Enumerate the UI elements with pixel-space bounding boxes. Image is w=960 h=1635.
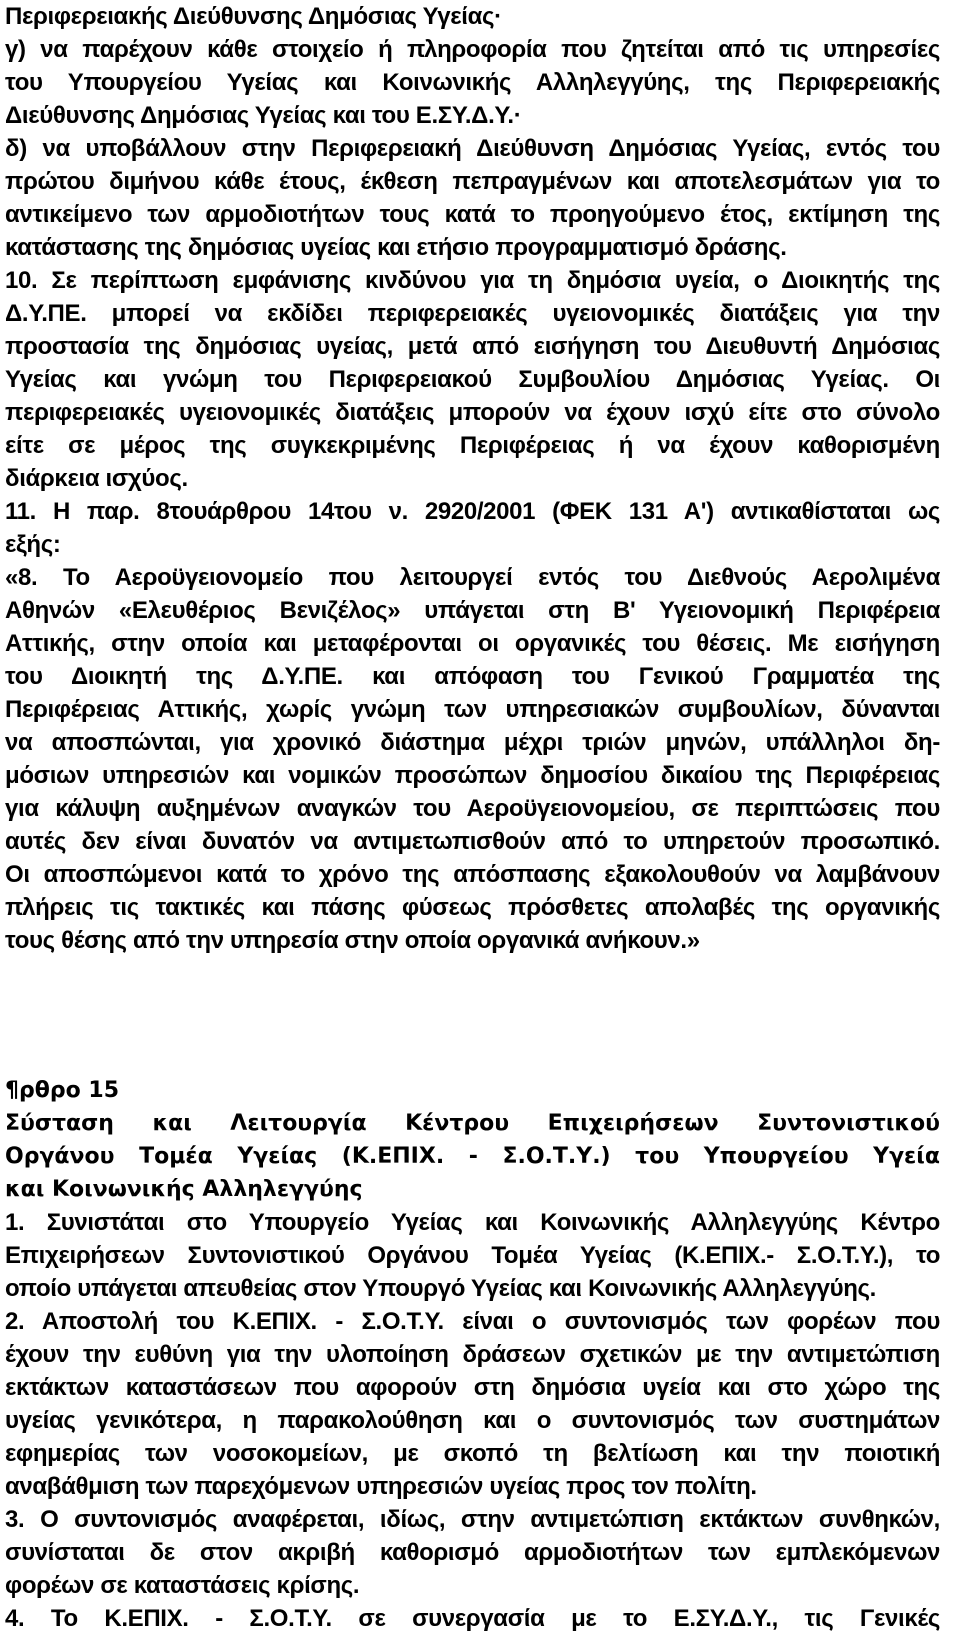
text-line: προστασία της δημόσιας υγείας, μετά από εισήγηση του Διευθυντή Δημόσιας [5, 333, 940, 360]
text-line: δ) να υποβάλλουν στην Περιφερειακή Διεύθυνση Δημόσιας Υγείας, εντός του [5, 135, 940, 162]
text-line: υγείας γενικότερα, η παρακολούθηση και ο συντονισμός των συστημάτων [5, 1407, 940, 1434]
text-line: έχουν την ευθύνη για την υλοποίηση δράσεων σχετικών με την αντιμετώπιση [5, 1341, 940, 1368]
text-line: Δ.Υ.ΠΕ. μπορεί να εκδίδει περιφερειακές υγειονομικές διατάξεις για την [5, 300, 940, 327]
text-line: τους θέσης από την υπηρεσία στην οποία οργανικά ανήκουν.» [5, 927, 700, 954]
text-line: «8. Το Αεροϋγειονομείο που λειτουργεί εντός του Διεθνούς Αερολιμένα [5, 564, 940, 591]
body-text-top [5, 0, 940, 957]
document-page [5, 0, 940, 1635]
text-line: 2. Αποστολή του Κ.ΕΠΙΧ. - Σ.Ο.Τ.Υ. είναι ο συντονισμός των φορέων που [5, 1308, 940, 1335]
text-line: είτε σε μέρος της συγκεκριμένης Περιφέρειας ή να έχουν καθορισμένη [5, 432, 940, 459]
text-line: διάρκεια ισχύος. [5, 465, 188, 492]
text-line: οποίο υπάγεται απευθείας στον Υπουργό Υγείας και Κοινωνικής Αλληλεγγύης. [5, 1275, 876, 1302]
text-line: εξής: [5, 531, 61, 558]
text-line: Περιφέρειας Αττικής, χωρίς γνώμη των υπηρεσιακών συμβουλίων, δύνανται [5, 696, 940, 723]
text-line: αναβάθμιση των παρεχόμενων υπηρεσιών υγείας προς τον πολίτη. [5, 1473, 757, 1500]
text-line: Διεύθυνσης Δημόσιας Υγείας και του Ε.ΣΥ.Δ.Υ.· [5, 102, 522, 129]
text-line: αντικείμενο των αρμοδιοτήτων τους κατά το προηγούμενο έτος, εκτίμηση της [5, 201, 940, 228]
text-line: Αττικής, στην οποία και μεταφέρονται οι οργανικές του θέσεις. Με εισήγηση [5, 630, 940, 657]
text-line: 10. Σε περίπτωση εμφάνισης κινδύνου για τη δημόσια υγεία, ο Διοικητής της [5, 267, 940, 294]
text-line: φορέων σε καταστάσεις κρίσης. [5, 1572, 360, 1599]
article-title [5, 1107, 940, 1206]
text-line: του Διοικητή της Δ.Υ.ΠΕ. και απόφαση του Γενικού Γραμματέα της [5, 663, 940, 690]
text-line: του Υπουργείου Υγείας και Κοινωνικής Αλληλεγγύης, της Περιφερειακής [5, 69, 940, 96]
text-line: 4. Το Κ.ΕΠΙΧ. - Σ.Ο.Τ.Υ. σε συνεργασία με το Ε.ΣΥ.Δ.Υ., τις Γενικές [5, 1605, 940, 1632]
text-line: 3. Ο συντονισμός αναφέρεται, ιδίως, στην αντιμετώπιση εκτάκτων συνθηκών, [5, 1506, 940, 1533]
text-line: 11. Η παρ. 8τουάρθρου 14του ν. 2920/2001 (ΦΕΚ 131 Α') αντικαθίσταται ως [5, 498, 940, 525]
article-number-text: ρθρο 15 [19, 1078, 119, 1103]
text-line: Αθηνών «Ελευθέριος Βενιζέλος» υπάγεται στη Β' Υγειονομική Περιφέρεια [5, 597, 940, 624]
text-line: Περιφερειακής Διεύθυνσης Δημόσιας Υγείας· [5, 3, 502, 30]
text-line: περιφερειακές υγειονομικές διατάξεις μπορούν να έχουν ισχύ είτε στο σύνολο [5, 399, 940, 426]
text-line: Υγείας και γνώμη του Περιφερειακού Συμβουλίου Δημόσιας Υγείας. Οι [5, 366, 940, 393]
article-title-line: Οργάνου Τομέα Υγείας (Κ.ΕΠΙΧ. - Σ.Ο.Τ.Υ.) του Υπουργείου Υγεία [5, 1144, 940, 1169]
text-line: εκτάκτων καταστάσεων που αφορούν στη δημόσια υγεία και στο χώρο της [5, 1374, 940, 1401]
text-line: πλήρεις τις τακτικές και πάσης φύσεως πρόσθετες απολαβές της οργανικής [5, 894, 940, 921]
text-line: να αποσπώνται, για χρονικό διάστημα μέχρι τριών μηνών, υπάλληλοι δη- [5, 729, 940, 756]
article-title-line: και Κοινωνικής Αλληλεγγύης [5, 1177, 363, 1202]
text-line: για κάλυψη αυξημένων αναγκών του Αεροϋγειονομείου, σε περιπτώσεις που [5, 795, 940, 822]
text-line: εφημερίας των νοσοκομείων, με σκοπό τη βελτίωση και την ποιοτική [5, 1440, 940, 1467]
text-line: Επιχειρήσεων Συντονιστικού Οργάνου Τομέα Υγείας (Κ.ΕΠΙΧ.- Σ.Ο.Τ.Υ.), το [5, 1242, 940, 1269]
article-heading [5, 1074, 940, 1206]
text-line: μόσιων υπηρεσιών και νομικών προσώπων δημοσίου δικαίου της Περιφέρειας [5, 762, 940, 789]
text-line: Οι αποσπώμενοι κατά το χρόνο της απόσπασης εξακολουθούν να λαμβάνουν [5, 861, 940, 888]
text-line: πρώτου διμήνου κάθε έτους, έκθεση πεπραγμένων και αποτελεσμάτων για το [5, 168, 940, 195]
article-title-line: Σύσταση και Λειτουργία Κέντρου Επιχειρήσεων Συντονιστικού [5, 1111, 940, 1136]
section-gap [5, 957, 940, 1074]
text-line: αυτές δεν είναι δυνατόν να αντιμετωπισθούν από το υπηρετούν προσωπικό. [5, 828, 940, 855]
text-line: γ) να παρέχουν κάθε στοιχείο ή πληροφορία που ζητείται από τις υπηρεσίες [5, 36, 940, 63]
text-line: 1. Συνιστάται στο Υπουργείο Υγείας και Κοινωνικής Αλληλεγγύης Κέντρο [5, 1209, 940, 1236]
body-text-bottom [5, 1206, 940, 1635]
text-line: συνίσταται δε στον ακριβή καθορισμό αρμοδιοτήτων των εμπλεκόμενων [5, 1539, 940, 1566]
article-number [5, 1074, 940, 1107]
pilcrow-icon: ¶ [5, 1078, 19, 1103]
text-line: κατάστασης της δημόσιας υγείας και ετήσιο προγραμματισμό δράσης. [5, 234, 787, 261]
